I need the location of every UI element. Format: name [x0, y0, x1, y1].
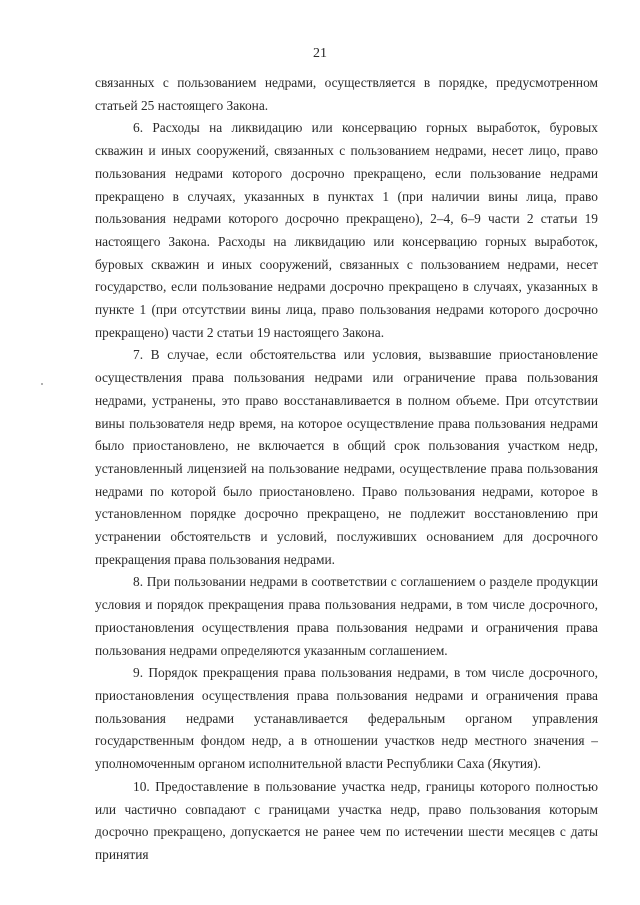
document-body: [95, 72, 598, 867]
paragraph-continuation: связанных с пользованием недрами, осуществляется в порядке, предусмотренном статьей 25 настоящего Закона.: [95, 75, 598, 113]
scan-speck: [41, 383, 43, 385]
paragraph-item-10: 10. Предоставление в пользование участка недр, границы которого полностью или частично совпадают с границами участка недр, право пользования которым досрочно прекращено, допускается не ранее чем по истечении шести месяцев с даты принятия: [95, 778, 598, 862]
paragraph-item-9: 9. Порядок прекращения права пользования недрами, в том числе досрочного, приостановления осуществления права пользования недрами и ограничения права пользования недрами устанавливается федеральным органом управления государственным фондом недр, а в отношении участков недр местного значения – уполномоченным органом исполнительной власти Республики Саха (Якутия).: [95, 665, 598, 772]
paragraph-item-8: 8. При пользовании недрами в соответствии с соглашением о разделе продукции условия и порядок прекращения права пользования недрами, в том числе досрочного, приостановления осуществления права пользования недрами и ограничения права пользования недрами определяются указанным соглашением.: [95, 574, 598, 658]
paragraph-item-6: 6. Расходы на ликвидацию или консервацию горных выработок, буровых скважин и иных сооружений, связанных с пользованием недрами, несет лицо, право пользования недрами которого досрочно прекращено, если пользование недрами прекращено в случаях, указанных в пунктах 1 (при наличии вины лица, право пользования недрами которого досрочно прекращено), 2–4, 6–9 части 2 статьи 19 настоящего Закона. Расходы на ликвидацию или консервацию горных выработок, буровых скважин и иных сооружений, связанных с пользованием недрами, несет государство, если пользование недрами досрочно прекращено в случаях, указанных в пункте 1 (при отсутствии вины лица, право пользования недрами которого досрочно прекращено) части 2 статьи 19 настоящего Закона.: [95, 120, 598, 340]
page-number: 21: [313, 46, 327, 61]
paragraph-item-7: 7. В случае, если обстоятельства или условия, вызвавшие приостановление осуществления права пользования недрами или ограничение права пользования недрами, устранены, это право восстанавливается в полном объеме. При отсутствии вины пользователя недр время, на которое осуществление права пользования недрами было приостановлено, не включается в общий срок пользования участком недр, установленный лицензией на пользование недрами, осуществление права пользования недрами по которой было приостановлено. Право пользования недрами, которое в установленном порядке досрочно прекращено, не подлежит восстановлению при устранении обстоятельств и условий, послуживших основанием для досрочного прекращения права пользования недрами.: [95, 347, 598, 567]
